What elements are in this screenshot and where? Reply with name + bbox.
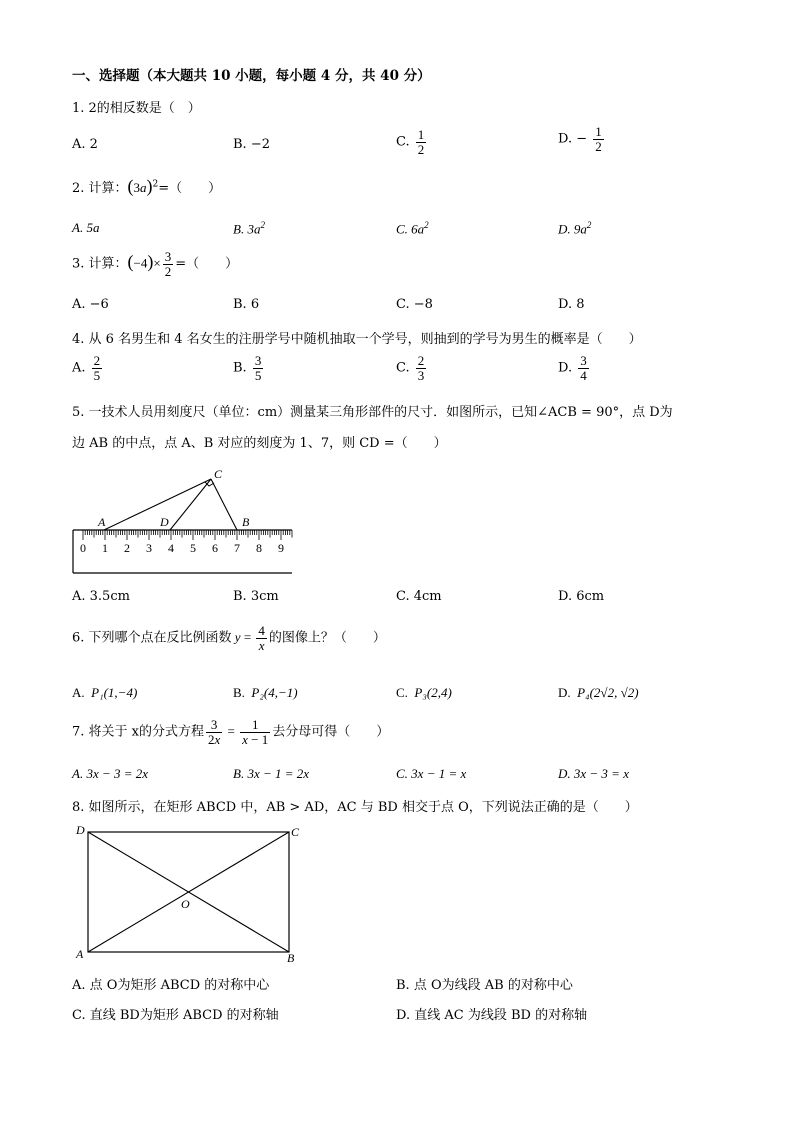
q1-option-d: D. − $\frac{1}{2}$: [558, 124, 602, 154]
q7-left-fraction: $\frac{3}{2x}$: [208, 717, 221, 747]
q7-stem: 7. 将关于 x的分式方程 $\frac{3}{2x}$ = $\frac{1}{x - 1}$ 去分母可得（ ）: [72, 717, 390, 747]
q5-option-c: C. 4cm: [396, 589, 442, 604]
ruler-tick-label: 1: [102, 541, 108, 555]
q1-stem: 1. 2的相反数是（ ）: [72, 101, 201, 116]
ruler-tick-label: 9: [278, 541, 284, 555]
rect-point-c-label: C: [291, 825, 300, 839]
q6-option-b: B. P₂(4,−1): [233, 685, 298, 700]
q2-option-c: C. $6a^2$: [396, 220, 429, 237]
q7-option-b: B. 3x − 1 = 2x: [233, 766, 310, 781]
ruler-tick-label: 2: [124, 541, 130, 555]
q1-option-c: C. $\frac{1}{2}$: [396, 127, 425, 157]
q5-stem-line1: 5. 一技术人员用刻度尺（单位：cm）测量某三角形部件的尺寸．如图所示，已知∠ACB = 90°，点 D为: [72, 405, 673, 420]
rect-point-a-label: A: [76, 947, 84, 961]
q5-option-a: A. 3.5cm: [72, 589, 130, 604]
q7-option-d: D. 3x − 3 = x: [558, 766, 629, 781]
q2-option-b: B. $3a^2$: [233, 220, 265, 237]
q4-option-d: D. $\frac{3}{4}$: [558, 353, 587, 383]
point-d-label: D: [160, 515, 169, 529]
q8-option-d: D. 直线 AC 为线段 BD 的对称轴: [396, 1008, 588, 1023]
q7-option-a: A. 3x − 3 = 2x: [72, 766, 149, 781]
ruler-tick-label: 7: [234, 541, 240, 555]
q6-option-d: D. P₄(2√2, √2): [558, 685, 639, 700]
q5-option-b: B. 3cm: [233, 589, 279, 604]
q4-stem: 4. 从 6 名男生和 4 名女生的注册学号中随机抽取一个学号，则抽到的学号为男生的概率是（ ）: [72, 332, 642, 347]
q8-option-b: B. 点 O为线段 AB 的对称中心: [396, 978, 573, 993]
q7-option-c: C. 3x − 1 = x: [396, 766, 467, 781]
q3-option-c: C. −8: [396, 297, 433, 312]
q3-option-a: A. −6: [72, 297, 109, 312]
q1-option-b: B. −2: [233, 137, 270, 152]
point-b-label: B: [242, 515, 250, 529]
q1-option-a: A. 2: [72, 137, 98, 152]
ruler-labels: [80, 541, 284, 555]
ruler-tick-label: 4: [168, 541, 174, 555]
q2-option-a: A. 5a: [72, 220, 100, 235]
q6-stem: 6. 下列哪个点在反比例函数 y = $\frac{4}{x}$ 的图像上？（ ）: [72, 623, 386, 653]
ruler-ticks: [83, 530, 292, 540]
section-title: 一、选择题（本大题共 10 小题，每小题 4 分，共 40 分）: [72, 68, 431, 84]
q8-option-c: C. 直线 BD为矩形 ABCD 的对称轴: [72, 1008, 279, 1023]
rect-point-b-label: B: [287, 951, 295, 965]
q8-stem: 8. 如图所示，在矩形 ABCD 中，AB > AD，AC 与 BD 相交于点 O，下列说法正确的是（ ）: [72, 800, 638, 815]
q1-c-fraction: $\frac{1}{2}$: [417, 127, 425, 157]
segment-cb: [211, 479, 237, 530]
q1-d-fraction: $\frac{1}{2}$: [595, 124, 602, 154]
q3-option-b: B. 6: [233, 297, 260, 312]
q4-option-b: B. $\frac{3}{5}$: [233, 353, 262, 383]
ruler-tick-label: 5: [190, 541, 196, 555]
q2-option-d: D. $9a^2$: [558, 220, 592, 237]
ruler-tick-label: 3: [146, 541, 152, 555]
q6-option-a: A. P₁(1,−4): [72, 685, 138, 700]
q5-stem-line2: 边 AB 的中点，点 A、B 对应的刻度为 1、7，则 CD =（ ）: [72, 436, 447, 451]
rect-point-o-label: O: [181, 897, 190, 911]
ruler-tick-label: 8: [256, 541, 262, 555]
segment-ac: [104, 479, 211, 530]
rectangle-figure: [70, 820, 310, 968]
point-c-label: C: [214, 467, 223, 481]
q7-right-fraction: $\frac{1}{x - 1}$: [242, 717, 269, 747]
rect-point-d-label: D: [76, 823, 85, 837]
q3-stem: 3. 计算：(−4)× $\frac{3}{2}$ =（ ）: [72, 249, 239, 279]
q6-fraction: $\frac{4}{x}$: [258, 623, 265, 653]
point-a-label: A: [98, 515, 106, 529]
ruler-triangle-figure: [70, 462, 300, 580]
q4-option-c: C. $\frac{2}{3}$: [396, 353, 425, 383]
q4-option-a: A. $\frac{2}{5}$: [72, 353, 101, 383]
ruler-tick-label: 0: [80, 541, 86, 555]
q2-stem: 2. 计算：$(3a)^2=$（ ）: [72, 176, 222, 196]
ruler-tick-label: 6: [212, 541, 218, 555]
q3-option-d: D. 8: [558, 297, 585, 312]
q5-option-d: D. 6cm: [558, 589, 605, 604]
q6-option-c: C. P₃(2,4): [396, 685, 452, 700]
segment-dc: [170, 479, 211, 530]
q3-fraction: $\frac{3}{2}$: [164, 249, 172, 279]
q8-option-a: A. 点 O为矩形 ABCD 的对称中心: [72, 978, 270, 993]
